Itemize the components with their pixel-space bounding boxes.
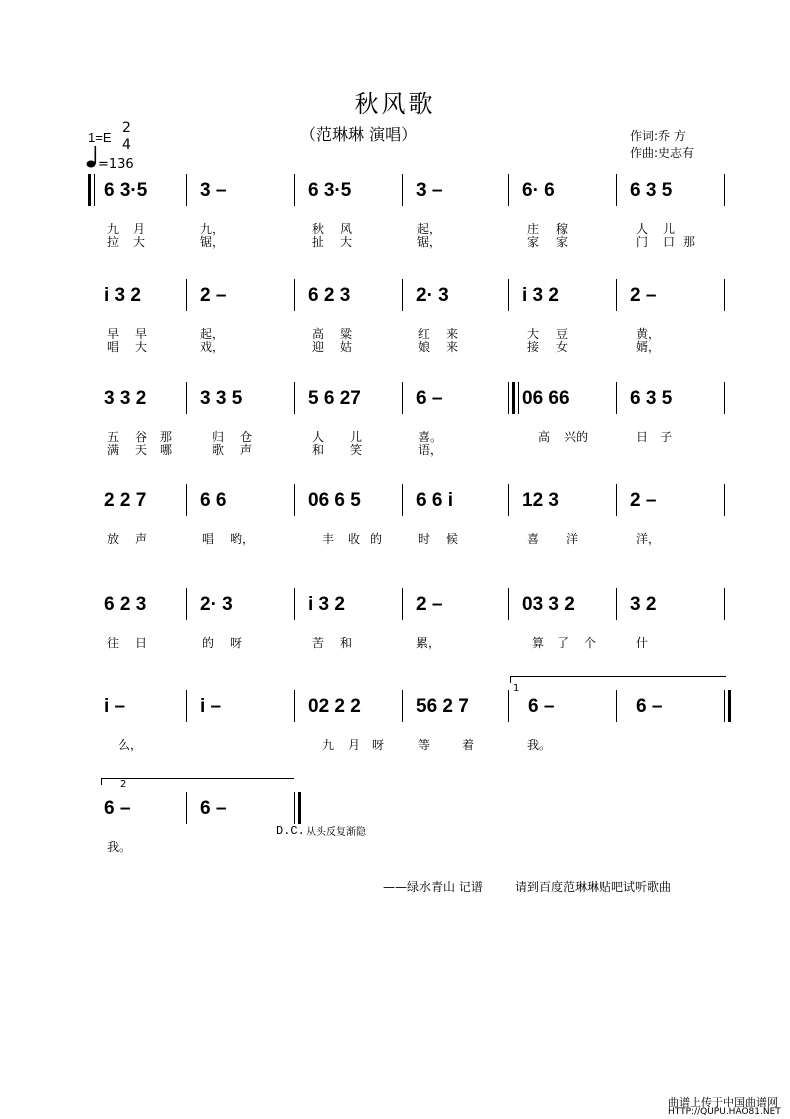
lyric-verse1: 么， (118, 738, 143, 752)
lyric-verse1: 呀 (372, 738, 385, 752)
lyric-verse1: 声 (135, 532, 148, 546)
measure-notes: i 3 2 (104, 285, 141, 306)
lyric-verse1: 我。 (527, 738, 552, 752)
measure-notes: 6 3 5 (630, 388, 673, 409)
lyric-verse2: 家 (556, 235, 569, 249)
lyric-verse1: 儿 (663, 222, 676, 236)
bar-line (508, 588, 509, 620)
singer-credit: （范琳琳 演唱） (300, 125, 418, 144)
bar-line (724, 382, 725, 414)
repeat-start-thick (512, 382, 515, 414)
measure-notes: 56 2 7 (416, 696, 469, 717)
lyric-verse2: 天 (135, 443, 148, 457)
bar-line (402, 690, 403, 722)
lyric-verse2: 婿， (636, 340, 661, 354)
time-numerator: 2 (122, 120, 131, 136)
lyric-verse1: 黄， (636, 327, 661, 341)
lyric-verse1: 苦 (312, 636, 325, 650)
lyric-verse1: 稼 (556, 222, 569, 236)
bar-line (294, 484, 295, 516)
lyric-verse2: 迎 (312, 340, 325, 354)
bar-line (616, 279, 617, 311)
watermark-url: HTTP://QUPU.HAO81.NET (668, 1107, 781, 1117)
lyricist-credit: 作词:乔 方 (630, 129, 686, 143)
watermark-site: 曲谱上传于中国曲谱网 (668, 1096, 778, 1109)
measure-notes: 03 3 2 (522, 594, 575, 615)
lyric-verse1: 的 (370, 532, 383, 546)
song-title: 秋风歌 (354, 90, 436, 118)
bar-line (616, 690, 617, 722)
bar-line (508, 690, 509, 722)
lyric-verse1: 和 (340, 636, 353, 650)
measure-notes: 6 6 (200, 490, 227, 511)
lyric-verse1: 庄 (527, 222, 540, 236)
lyric-verse1: 兴的 (564, 430, 589, 444)
lyric-verse1: 谷 (135, 430, 148, 444)
lyric-verse1: 起， (417, 222, 442, 236)
measure-notes: 2· 3 (416, 285, 449, 306)
bar-line (508, 484, 509, 516)
lyric-verse1: 喜。 (418, 430, 443, 444)
lyric-verse1: 收 (348, 532, 361, 546)
dc-label: D.C. (276, 824, 305, 838)
lyric-verse1: 九， (200, 222, 225, 236)
measure-notes: 6 – (200, 798, 227, 819)
lyric-verse1: 高 (312, 327, 325, 341)
lyric-verse1: 呀 (230, 636, 243, 650)
measure-notes: 6 – (416, 388, 443, 409)
tempo-marking: =136 (98, 157, 134, 172)
measure-notes: 6 – (636, 696, 663, 717)
lyric-verse1: 粱 (340, 327, 353, 341)
measure-notes: 2 – (630, 490, 657, 511)
lyric-verse2: 门 (636, 235, 649, 249)
measure-notes: 2· 3 (200, 594, 233, 615)
measure-notes: 3 – (416, 180, 443, 201)
lyric-verse2: 哪 (160, 443, 173, 457)
lyric-verse1: 算 (532, 636, 545, 650)
bar-line (724, 484, 725, 516)
lyric-verse2: 戏， (200, 340, 225, 354)
lyric-verse1: 早 (107, 327, 120, 341)
bar-line (616, 588, 617, 620)
final-bar-line (728, 690, 731, 722)
measure-notes: 6 2 3 (308, 285, 351, 306)
lyric-verse1: 来 (446, 327, 459, 341)
lyric-verse1: 仓 (240, 430, 253, 444)
dc-instruction: 从头反复渐隐 (306, 827, 366, 838)
lyric-verse1: 九 (322, 738, 335, 752)
measure-notes: 6 6 i (416, 490, 453, 511)
bar-line (294, 792, 295, 824)
measure-notes: 6 3·5 (308, 180, 352, 201)
measure-notes: 3 – (200, 180, 227, 201)
measure-notes: 6 3 5 (630, 180, 673, 201)
bar-line (294, 382, 295, 414)
bar-line (724, 279, 725, 311)
measure-notes: i 3 2 (308, 594, 345, 615)
bar-line (186, 792, 187, 824)
volta-number-second: 2 (120, 779, 127, 790)
lyric-verse2: 歌 (212, 443, 225, 457)
repeat-start-thin (518, 382, 519, 414)
measure-notes: 3 2 (630, 594, 657, 615)
lyric-verse2: 和 (312, 443, 325, 457)
lyric-verse2: 大 (135, 340, 148, 354)
bar-line (294, 174, 295, 206)
lyric-verse1: 人 (636, 222, 649, 236)
lyric-verse1: 红 (418, 327, 431, 341)
lyric-verse2: 扯 (312, 235, 325, 249)
measure-notes: 6 – (104, 798, 131, 819)
lyric-verse2: 笑 (350, 443, 363, 457)
lyric-verse1: 往 (107, 636, 120, 650)
bar-line (294, 690, 295, 722)
lyric-verse1: 人 (312, 430, 325, 444)
lyric-verse1: 洋， (636, 532, 661, 546)
lyric-verse1: 儿 (350, 430, 363, 444)
measure-notes: 2 – (630, 285, 657, 306)
lyric-verse2: 唱 (107, 340, 120, 354)
lyric-verse1: 累， (416, 636, 441, 650)
measure-notes: 5 6 27 (308, 388, 361, 409)
lyric-verse1: 哟， (230, 532, 255, 546)
lyric-verse1: 起， (200, 327, 225, 341)
lyric-verse1: 什 (636, 636, 649, 650)
lyric-verse2: 来 (446, 340, 459, 354)
bar-line (294, 588, 295, 620)
lyric-verse1: 大 (527, 327, 540, 341)
lyric-verse2: 那 (683, 235, 696, 249)
lyric-verse1: 月 (133, 222, 146, 236)
volta-bracket-second (101, 778, 294, 785)
measure-notes: i – (104, 696, 126, 717)
measure-notes: 2 – (200, 285, 227, 306)
lyric-verse1: 日 (135, 636, 148, 650)
lyric-verse1: 九 (107, 222, 120, 236)
bar-line (402, 484, 403, 516)
repeat-start-thin (94, 174, 95, 206)
final-bar-line (298, 792, 301, 824)
measure-notes: 06 66 (522, 388, 570, 409)
bar-line (294, 279, 295, 311)
lyric-verse1: 日 (636, 430, 649, 444)
measure-notes: 6· 6 (522, 180, 555, 201)
measure-notes: 12 3 (522, 490, 559, 511)
lyric-verse2: 满 (107, 443, 120, 457)
volta-bracket-first (510, 676, 726, 683)
lyric-verse1: 豆 (556, 327, 569, 341)
lyric-verse1: 洋 (566, 532, 579, 546)
measure-notes: 3 3 5 (200, 388, 243, 409)
lyric-verse1: 着 (462, 738, 475, 752)
lyric-verse1: 秋 (312, 222, 325, 236)
lyric-verse1: 月 (348, 738, 361, 752)
lyric-verse1: 高 (538, 430, 551, 444)
lyric-verse2: 拉 (107, 235, 120, 249)
key-signature: 1=E (88, 130, 112, 145)
bar-line (402, 174, 403, 206)
lyric-verse1: 个 (584, 636, 597, 650)
lyric-verse1: 丰 (322, 532, 335, 546)
bar-line (186, 484, 187, 516)
lyric-verse2: 锯， (417, 235, 442, 249)
lyric-verse1: 等 (418, 738, 431, 752)
bar-line (402, 382, 403, 414)
bar-line (186, 588, 187, 620)
bar-line (508, 279, 509, 311)
measure-notes: 2 – (416, 594, 443, 615)
lyric-verse2: 口 (663, 235, 676, 249)
lyric-verse1: 五 (107, 430, 120, 444)
lyric-verse1: 归 (212, 430, 225, 444)
measure-notes: 6 2 3 (104, 594, 147, 615)
bar-line (508, 382, 509, 414)
bar-line (186, 174, 187, 206)
lyric-verse2: 大 (133, 235, 146, 249)
bar-line (186, 690, 187, 722)
bar-line (724, 588, 725, 620)
lyric-verse1: 风 (340, 222, 353, 236)
lyric-verse1: 放 (107, 532, 120, 546)
lyric-verse1: 唱 (202, 532, 215, 546)
lyric-verse2: 家 (527, 235, 540, 249)
lyric-verse2: 锯， (200, 235, 225, 249)
lyric-verse1: 了 (557, 636, 570, 650)
lyric-verse2: 接 (527, 340, 540, 354)
bar-line (508, 174, 509, 206)
lyric-verse1: 喜 (527, 532, 540, 546)
lyric-verse2: 声 (240, 443, 253, 457)
lyric-verse2: 大 (340, 235, 353, 249)
lyric-verse1: 的 (202, 636, 215, 650)
bar-line (186, 279, 187, 311)
measure-notes: 02 2 2 (308, 696, 361, 717)
listen-note: 请到百度范琳琳贴吧试听歌曲 (515, 880, 672, 894)
lyric-verse1: 早 (135, 327, 148, 341)
lyric-verse1: 子 (660, 430, 673, 444)
bar-line (616, 484, 617, 516)
lyric-verse1: 时 (418, 532, 431, 546)
lyric-verse2: 女 (556, 340, 569, 354)
bar-line (402, 279, 403, 311)
lyric-verse2: 娘 (418, 340, 431, 354)
bar-line (402, 588, 403, 620)
measure-notes: 6 – (528, 696, 555, 717)
lyric-verse1: 候 (446, 532, 459, 546)
bar-line (616, 382, 617, 414)
measure-notes: 3 3 2 (104, 388, 147, 409)
measure-notes: i 3 2 (522, 285, 559, 306)
time-denominator: 4 (122, 137, 131, 153)
bar-line (186, 382, 187, 414)
lyric-verse1: 那 (160, 430, 173, 444)
bar-line (724, 690, 725, 722)
time-signature (122, 120, 131, 154)
lyric-verse2: 语， (418, 443, 443, 457)
repeat-start-thick (88, 174, 91, 206)
composer-credit: 作曲:史志有 (630, 146, 695, 160)
bar-line (616, 174, 617, 206)
measure-notes: 6 3·5 (104, 180, 148, 201)
measure-notes: i – (200, 696, 222, 717)
measure-notes: 06 6 5 (308, 490, 361, 511)
bar-line (724, 174, 725, 206)
lyric-verse1: 我。 (107, 840, 132, 854)
lyric-verse2: 姑 (340, 340, 353, 354)
volta-number-first: 1 (513, 683, 520, 694)
recorder-credit: ——绿水青山 记谱 (383, 880, 483, 894)
measure-notes: 2 2 7 (104, 490, 147, 511)
